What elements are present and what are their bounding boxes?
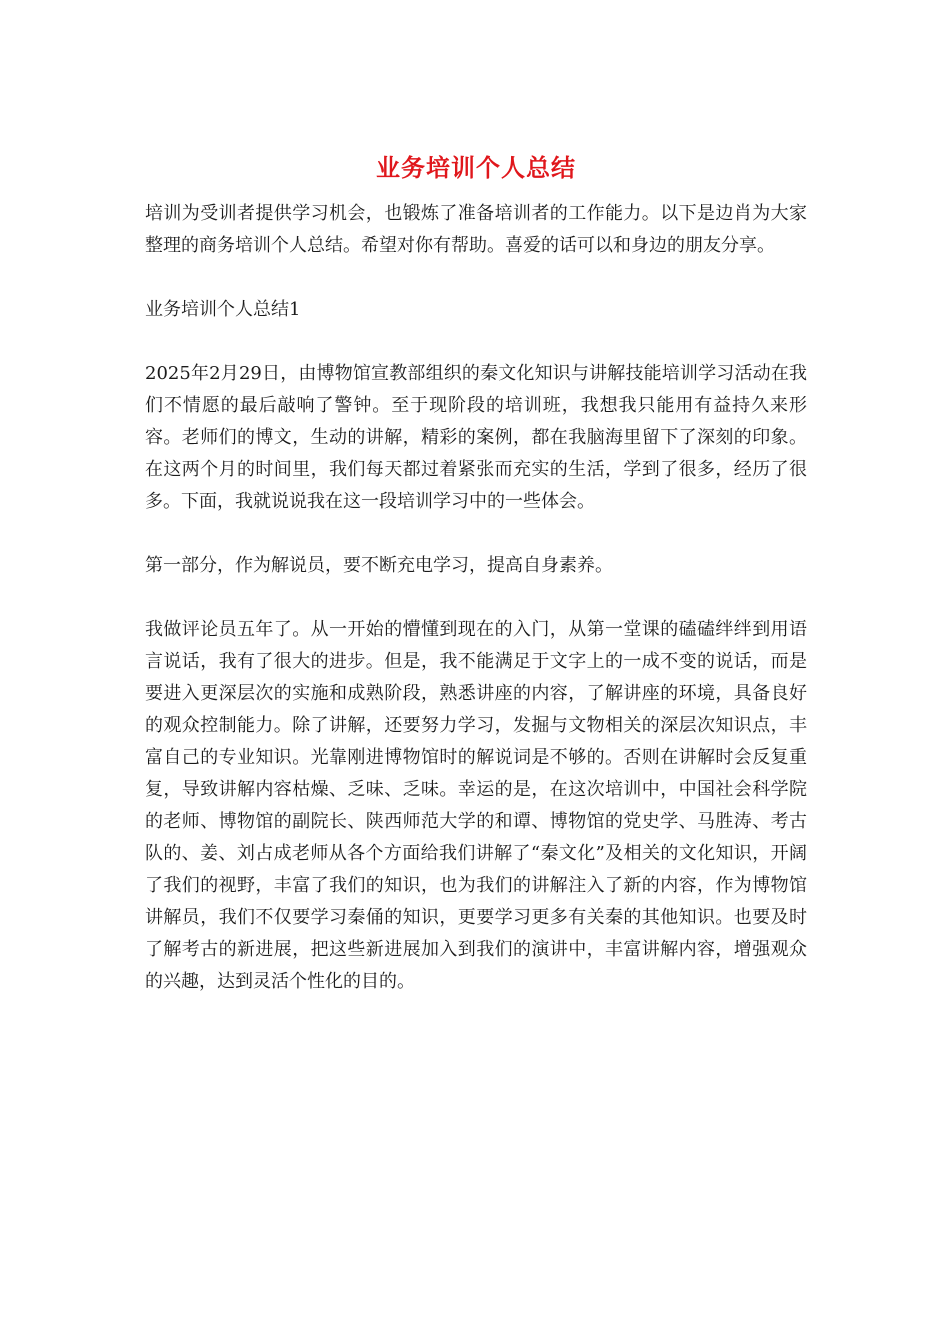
spacer	[145, 518, 807, 550]
section-heading: 业务培训个人总结1	[145, 299, 301, 320]
spacer	[145, 326, 807, 358]
part-heading: 第一部分，作为解说员，要不断充电学习，提高自身素养。	[145, 555, 613, 576]
body-paragraph-2: 我做评论员五年了。从一开始的懵懂到现在的入门，从第一堂课的磕磕绊绊到用语言说话，我有了很大的进步。但是，我不能满足于文字上的一成不变的说话，而是要进入更深层次的实施和成熟阶段，熟悉讲座的内容，了解讲座的环境，具备良好的观众控制能力。除了讲解，还要努力学习，发掘与文物相关的深层次知识点，丰富自己的专业知识。光靠刚进博物馆时的解说词是不够的。否则在讲解时会反复重复，导致讲解内容枯燥、乏味、乏味。幸运的是，在这次培训中，中国社会科学院的老师、博物馆的副院长、陕西师范大学的和谭、博物馆的党史学、马胜涛、考古队的、姜、刘占成老师从各个方面给我们讲解了“秦文化”及相关的文化知识，开阔了我们的视野，丰富了我们的知识，也为我们的讲解注入了新的内容，作为博物馆讲解员，我们不仅要学习秦俑的知识，更要学习更多有关秦的其他知识。也要及时了解考古的新进展，把这些新进展加入到我们的演讲中，丰富讲解内容，增强观众的兴趣，达到灵活个性化的目的。	[145, 619, 807, 992]
spacer	[145, 582, 807, 614]
body-paragraph-1: 2025年2月29日，由博物馆宣教部组织的秦文化知识与讲解技能培训学习活动在我们不情愿的最后敲响了警钟。至于现阶段的培训班，我想我只能用有益持久来形容。老师们的博文，生动的讲解，精彩的案例，都在我脑海里留下了深刻的印象。在这两个月的时间里，我们每天都过着紧张而充实的生活，学到了很多，经历了很多。下面，我就说说我在这一段培训学习中的一些体会。	[145, 363, 807, 512]
spacer	[145, 262, 807, 294]
document-title: 业务培训个人总结	[376, 153, 576, 182]
intro-paragraph: 培训为受训者提供学习机会，也锻炼了准备培训者的工作能力。以下是边肖为大家整理的商务培训个人总结。希望对你有帮助。喜爱的话可以和身边的朋友分享。	[145, 203, 807, 256]
document-page	[145, 150, 807, 998]
